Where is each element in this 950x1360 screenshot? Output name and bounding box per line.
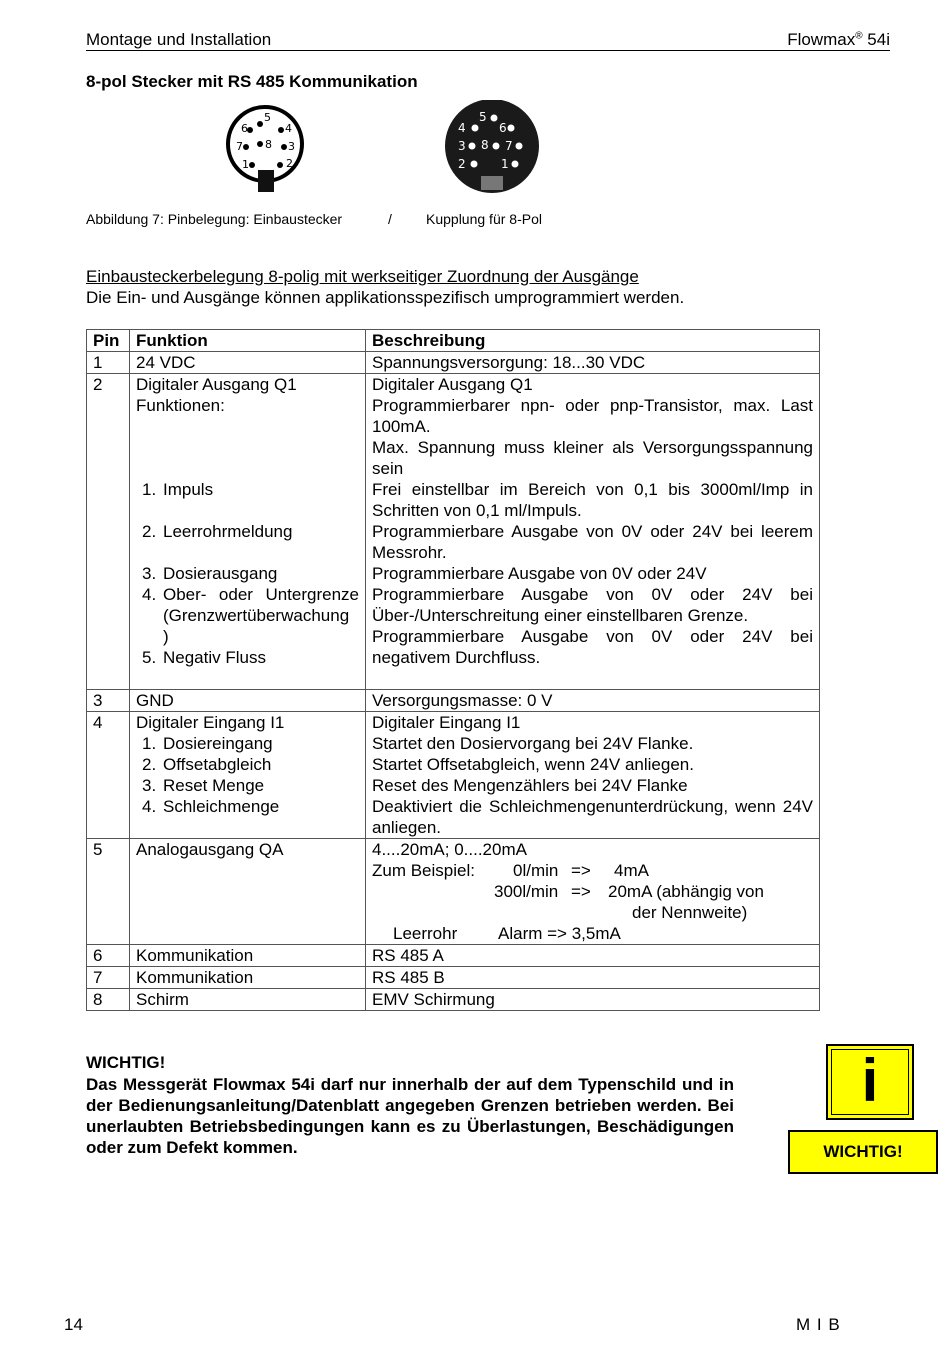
figure-caption: Abbildung 7: Pinbelegung: Einbaustecker [86, 211, 343, 227]
pin-label: 8 [265, 138, 272, 151]
info-letter: i [861, 1047, 879, 1114]
description-item: Deaktiviert die Schleichmengenunterdrückung, wenn 24V anliegen. [372, 797, 813, 837]
description-cell: EMV Schirmung [366, 989, 820, 1011]
list-item: 5. Negativ Fluss [142, 648, 266, 667]
list-item: 1. Impuls [142, 480, 214, 499]
warning-text: Das Messgerät Flowmax 54i darf nur innerhalb der auf dem Typenschild und in der Bedienungsanleitung/Datenblatt angegeben Grenzen betrieben werden. Bei unerlaubten Betriebsbedingungen kann es zu Überlastungen, Beschädigungen oder zum Defekt kommen. [86, 1075, 734, 1157]
example-line [372, 923, 813, 944]
description-item: Programmierbare Ausgabe von 0V oder 24V bei leerem Messrohr. [372, 522, 813, 562]
description-text: Max. Spannung muss kleiner als Versorgungsspannung sein [372, 438, 813, 478]
example-output: 4mA [614, 861, 649, 880]
description-text: Programmierbarer npn- oder pnp-Transistor, max. Last 100mA. [372, 396, 813, 436]
header-function: Funktion [130, 330, 366, 352]
header-right [787, 30, 890, 50]
description-item: Programmierbare Ausgabe von 0V oder 24V bei Über-/Unterschreitung einer einstellbaren Grenze. [372, 585, 813, 625]
example-continuation: der Nennweite) [632, 903, 748, 922]
function-subtitle: Funktionen: [136, 396, 225, 415]
pin-label: 8 [481, 138, 489, 152]
table-row [87, 352, 820, 374]
table-row [87, 712, 820, 839]
pin-cell: 7 [87, 967, 130, 989]
header-description: Beschreibung [366, 330, 820, 352]
description-item: Programmierbare Ausgabe von 0V oder 24V bei negativem Durchfluss. [372, 627, 813, 667]
pin-label: 2 [458, 157, 466, 171]
description-cell: RS 485 B [366, 967, 820, 989]
pin-label: 1 [242, 158, 249, 171]
description-item: Startet den Dosiervorgang bei 24V Flanke. [372, 734, 694, 753]
description-title: 4....20mA; 0....20mA [372, 840, 527, 859]
function-cell: Schirm [130, 989, 366, 1011]
pin-label: 5 [479, 110, 487, 124]
description-cell: Spannungsversorgung: 18...30 VDC [366, 352, 820, 374]
function-cell: Kommunikation [130, 967, 366, 989]
pin-label: 4 [285, 122, 292, 135]
example-output: Alarm => 3,5mA [498, 924, 621, 943]
example-arrow: => [571, 882, 591, 901]
description-item: Startet Offsetabgleich, wenn 24V anliegen. [372, 755, 694, 774]
list-item: 3. Dosierausgang [142, 564, 278, 583]
table-row [87, 989, 820, 1011]
example-value: 0l/min [513, 861, 559, 880]
header-pin: Pin [87, 330, 130, 352]
header-rule [86, 50, 890, 51]
function-title: Digitaler Eingang I1 [136, 713, 285, 732]
list-item: 4. Ober- oder Untergrenze (Grenzwertüberwachung ) [142, 585, 359, 646]
section-title: 8-pol Stecker mit RS 485 Kommunikation [86, 72, 418, 91]
description-item: Programmierbare Ausgabe von 0V oder 24V [372, 564, 707, 583]
pin-label: 7 [236, 140, 243, 153]
description-cell [366, 712, 820, 839]
connector-socket-diagram [226, 104, 304, 196]
important-badge [788, 1130, 938, 1174]
pin-cell: 6 [87, 945, 130, 967]
description-cell: RS 485 A [366, 945, 820, 967]
example-arrow: => [571, 861, 591, 880]
pin-cell: 4 [87, 712, 130, 839]
table-row [87, 690, 820, 712]
list-item: 2. Offsetabgleich [142, 755, 272, 774]
pin-cell: 1 [87, 352, 130, 374]
connector-plug-diagram [441, 100, 545, 196]
pin-label: 6 [499, 121, 507, 135]
intro-heading: Einbausteckerbelegung 8-polig mit werkseitiger Zuordnung der Ausgänge [86, 267, 639, 286]
description-item: Frei einstellbar im Bereich von 0,1 bis 3000ml/Imp in Schritten von 0,1 ml/Impuls. [372, 480, 813, 520]
description-title: Digitaler Eingang I1 [372, 713, 521, 732]
example-output: 20mA (abhängig von [608, 882, 764, 901]
description-cell [366, 839, 820, 945]
function-title: Digitaler Ausgang Q1 [136, 375, 297, 394]
function-cell [130, 374, 366, 690]
figure-caption-separator: / [388, 211, 392, 227]
table-row [87, 839, 820, 945]
registered-mark: ® [855, 30, 863, 42]
info-icon [826, 1044, 914, 1120]
pin-cell: 8 [87, 989, 130, 1011]
page-number: 14 [64, 1315, 83, 1334]
function-cell: 24 VDC [130, 352, 366, 374]
function-cell: GND [130, 690, 366, 712]
example-value: 300l/min [494, 882, 559, 901]
pin-cell: 2 [87, 374, 130, 690]
warning-title: WICHTIG! [86, 1053, 166, 1072]
example-line [372, 881, 813, 902]
header-model: 54i [862, 30, 890, 49]
description-cell: Versorgungsmasse: 0 V [366, 690, 820, 712]
pin-label: 3 [288, 140, 295, 153]
figure-caption-right: Kupplung für 8-Pol [426, 211, 542, 227]
table-row [87, 945, 820, 967]
important-badge-label: WICHTIG! [823, 1142, 903, 1161]
footer-right: M I B [796, 1315, 841, 1334]
pin-cell: 3 [87, 690, 130, 712]
header-brand: Flowmax [787, 30, 856, 49]
table-row [87, 967, 820, 989]
pin-label: 3 [458, 139, 466, 153]
pin-label: 7 [505, 139, 513, 153]
pin-label: 5 [264, 111, 271, 124]
description-title: Digitaler Ausgang Q1 [372, 375, 533, 394]
pin-cell: 5 [87, 839, 130, 945]
table-row [87, 374, 820, 690]
example-line [372, 860, 813, 881]
function-cell: Analogausgang QA [130, 839, 366, 945]
intro-text: Die Ein- und Ausgänge können applikationsspezifisch umprogrammiert werden. [86, 288, 685, 307]
description-cell [366, 374, 820, 690]
function-cell: Kommunikation [130, 945, 366, 967]
function-cell [130, 712, 366, 839]
table-header-row [87, 330, 820, 352]
pin-assignment-table [86, 329, 820, 1011]
example-label: Leerrohr [393, 924, 458, 943]
list-item: 1. Dosiereingang [142, 734, 273, 753]
pin-label: 2 [286, 157, 293, 170]
header-left: Montage und Installation [86, 30, 272, 49]
description-item: Reset des Mengenzählers bei 24V Flanke [372, 776, 688, 795]
list-item: 4. Schleichmenge [142, 797, 280, 816]
example-label: Zum Beispiel: [372, 861, 475, 880]
list-item: 2. Leerrohrmeldung [142, 522, 293, 541]
pin-label: 4 [458, 121, 466, 135]
pin-label: 6 [241, 122, 248, 135]
list-item: 3. Reset Menge [142, 776, 265, 795]
example-line [372, 902, 813, 923]
pin-label: 1 [501, 157, 509, 171]
